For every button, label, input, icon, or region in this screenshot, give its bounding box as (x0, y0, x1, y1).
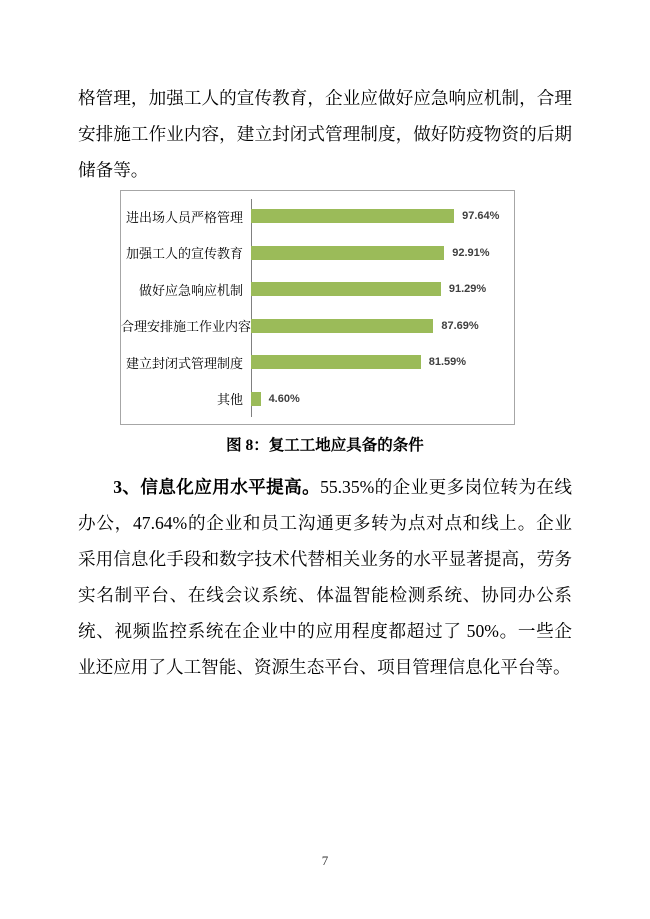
bar (251, 209, 454, 223)
figure-8 (120, 190, 517, 455)
bar-category-label: 做好应急响应机制 (138, 282, 243, 298)
bar (251, 319, 433, 333)
bar (251, 392, 261, 406)
bar-value-label: 81.59% (428, 356, 467, 369)
bar-track (251, 344, 514, 381)
bar-value-label: 91.29% (448, 283, 487, 296)
chart-row (121, 235, 514, 272)
chart-row (121, 381, 514, 418)
bar-value-label: 87.69% (441, 319, 479, 332)
bar-value-label: 92.91% (452, 246, 490, 259)
bar-track (251, 381, 514, 418)
bar-track (251, 198, 514, 235)
paragraph-2-lead: 3、信息化应用水平提高。 (113, 477, 321, 497)
bar (251, 246, 444, 260)
figure-caption: 图 8：复工工地应具备的条件 (226, 437, 424, 454)
bar (251, 282, 441, 296)
bar-category-label: 合理安排施工作业内容 (121, 319, 252, 335)
chart-row (121, 198, 514, 235)
bar-track (251, 308, 514, 345)
bar-plot (121, 198, 514, 417)
bar-category-label: 进出场人员严格管理 (125, 209, 243, 225)
bar-value-label: 4.60% (268, 392, 300, 405)
bar-category-label: 加强工人的宣传教育 (125, 246, 243, 262)
paragraph-2-rest: 55.35%的企业更多岗位转为在线办公，47.64%的企业和员工沟通更多转为点对点和线上。企业采用信息化手段和数字技术代替相关业务的水平显著提高，劳务实名制平台、在线会议系统、体温智能检测系统、协同办公系统、视频监控系统在企业中的应用程度都超过了 50%。一些企业还应用了人工智能、资源生态平台、项目管理信息化平台等。 (78, 477, 572, 677)
paragraph-2 (78, 469, 572, 685)
bar (251, 355, 421, 369)
chart-row (121, 271, 514, 308)
paragraph-1: 格管理，加强工人的宣传教育，企业应做好应急响应机制，合理安排施工作业内容，建立封闭式管理制度，做好防疫物资的后期储备等。 (78, 88, 572, 180)
bar-track (251, 235, 514, 272)
chart-row (121, 344, 514, 381)
page-number: 7 (321, 853, 329, 868)
bar-category-label: 建立封闭式管理制度 (125, 355, 243, 371)
bar-value-label: 97.64% (462, 210, 500, 223)
bar-category-label: 其他 (216, 392, 243, 408)
bar-chart (120, 190, 515, 425)
chart-row (121, 308, 514, 345)
bar-track (251, 271, 514, 308)
